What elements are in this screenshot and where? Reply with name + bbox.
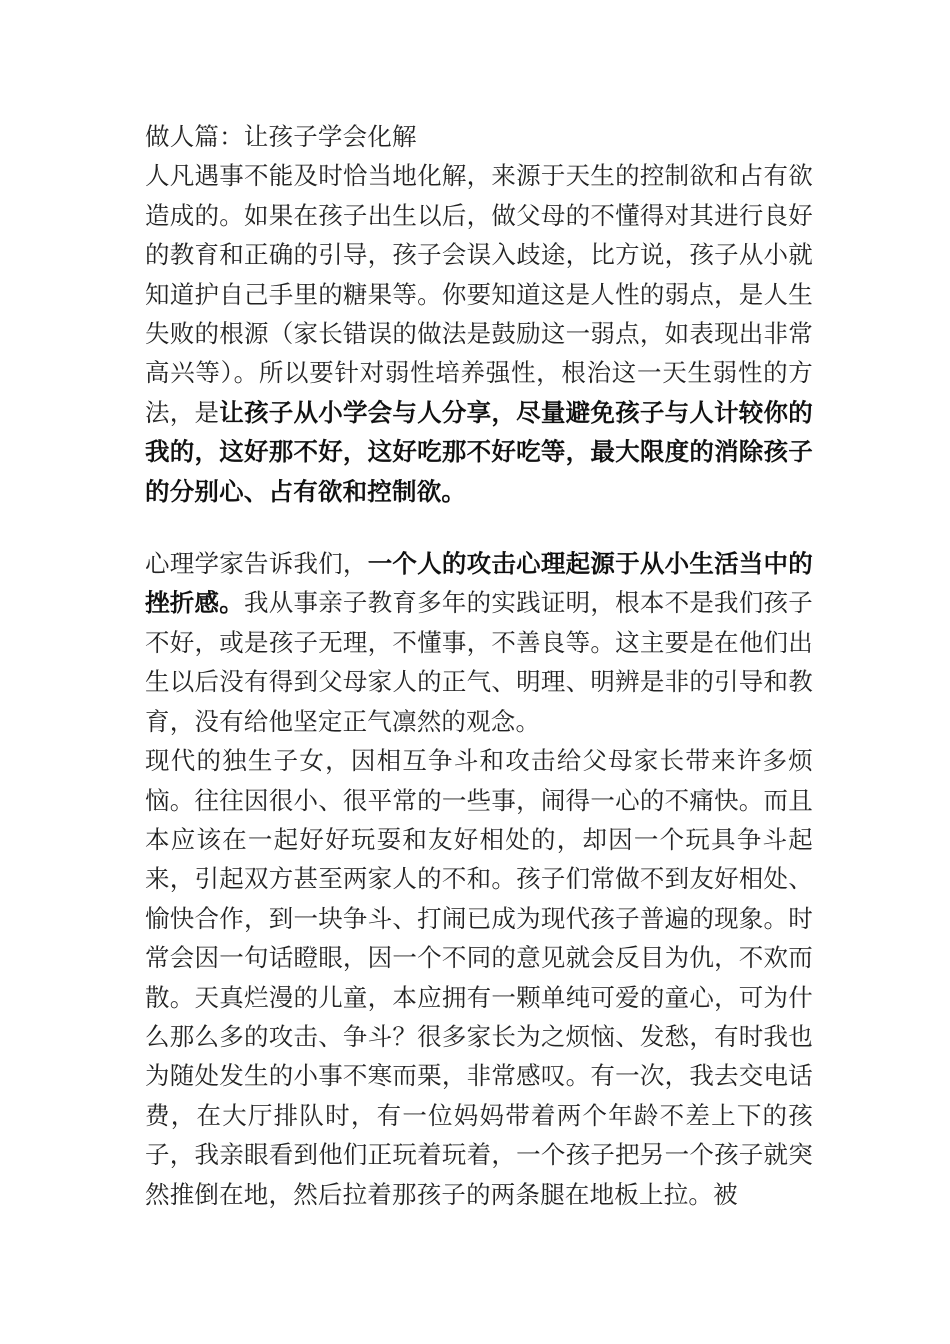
document-title: 做人篇：让孩子学会化解 bbox=[145, 122, 417, 151]
paragraph-only-children: 现代的独生子女，因相互争斗和攻击给父母家长带来许多烦恼。往往因很小、很平常的一些事，闹得一心的不痛快。而且本应该在一起好好玩耍和友好相处的，却因一个玩具争斗起来，引起双方甚至两家人的不和。孩子们常做不到友好相处、愉快合作，到一块争斗、打闹已成为现代孩子普遍的现象。时常会因一句话瞪眼，因一个不同的意见就会反目为仇，不欢而散。天真烂漫的儿童，本应拥有一颗单纯可爱的童心，可为什么那么多的攻击、争斗？很多家长为之烦恼、发愁，有时我也为随处发生的小事不寒而栗，非常感叹。有一次，我去交电话费，在大厅排队时，有一位妈妈带着两个年龄不差上下的孩子，我亲眼看到他们正玩着玩着，一个孩子把另一个孩子就突然推倒在地，然后拉着那孩子的两条腿在地板上拉。被 bbox=[145, 746, 813, 1209]
paragraph-psychology bbox=[145, 544, 813, 741]
paragraph-handling bbox=[145, 156, 813, 511]
paragraph-handling-text: 人凡遇事不能及时恰当地化解，来源于天生的控制欲和占有欲造成的。如果在孩子出生以后，做父母的不懂得对其进行良好的教育和正确的引导，孩子会误入歧途，比方说，孩子从小就知道护自己手里的糖果等。你要知道这是人性的弱点，是人生失败的根源（家长错误的做法是鼓励这一弱点，如表现出非常高兴等）。所以要针对弱性培养强性，根治这一天生弱性的方法，是 bbox=[145, 161, 813, 427]
paragraph-psychology-emphasis: 一个人的攻击心理起源于从小生活当中的挫折感。 bbox=[145, 549, 813, 618]
paragraph-psychology-body: 我从事亲子教育多年的实践证明，根本不是我们孩子不好，或是孩子无理，不懂事，不善良等。这主要是在他们出生以后没有得到父母家人的正气、明理、明辨是非的引导和教育，没有给他坚定正气凛然的观念。 bbox=[145, 588, 813, 736]
document-page bbox=[145, 117, 813, 1214]
paragraph-psychology-intro: 心理学家告诉我们， bbox=[145, 549, 368, 579]
paragraph-handling-emphasis: 让孩子从小学会与人分享，尽量避免孩子与人计较你的我的，这好那不好，这好吃那不好吃等，最大限度的消除孩子的分别心、占有欲和控制欲。 bbox=[145, 397, 813, 506]
paragraph-gap bbox=[145, 511, 813, 544]
